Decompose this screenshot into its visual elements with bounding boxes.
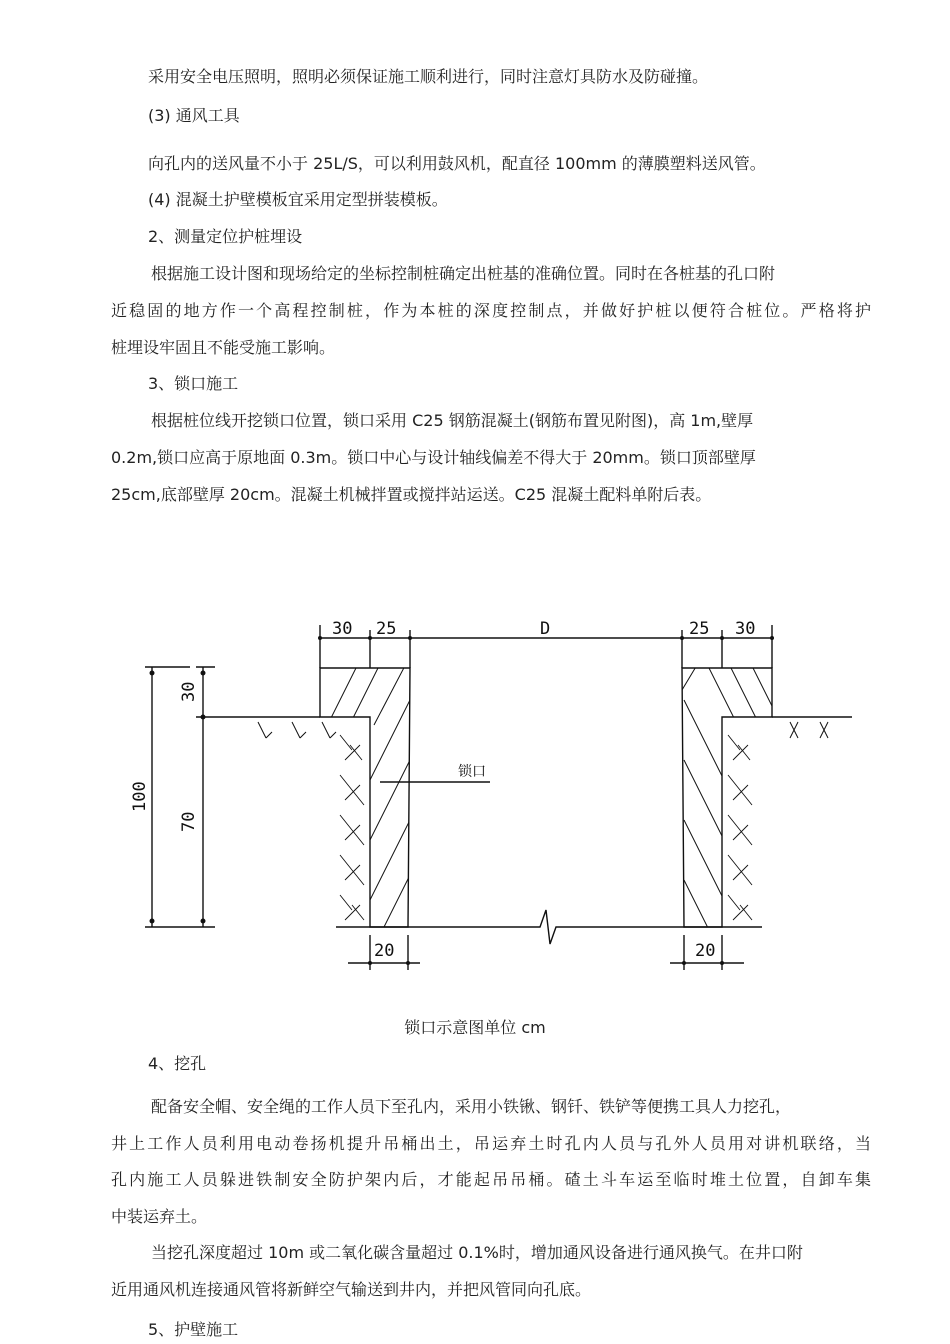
- right-collar: [682, 668, 772, 927]
- paragraph-excavation-1: 配备安全帽、安全绳的工作人员下至孔内，采用小铁锹、钢钎、铁铲等便携工具人力挖孔，: [151, 1097, 792, 1116]
- paragraph-survey-3: 桩埋设牢固且不能受施工影响。: [111, 338, 336, 357]
- heading-ventilation: (3) 通风工具: [148, 106, 240, 125]
- paragraph-lighting: 采用安全电压照明，照明必须保证施工顺利进行，同时注意灯具防水及防碰撞。: [148, 67, 709, 86]
- dim-v-30: 30: [179, 681, 199, 702]
- paragraph-airflow: 向孔内的送风量不小于 25L/S，可以利用鼓风机，配直径 100mm 的薄膜塑料送风管。: [148, 154, 766, 173]
- dim-top-left-30: 30: [332, 619, 353, 639]
- paragraph-lock-1: 根据桩位线开挖锁口位置，锁口采用 C25 钢筋混凝土(钢筋布置见附图)，高 1m,壁厚: [151, 411, 754, 430]
- heading-lock: 3、锁口施工: [148, 374, 239, 393]
- dim-v-100: 100: [130, 781, 150, 812]
- paragraph-excavation-2: 井上工作人员利用电动卷扬机提升吊桶出土，吊运弃土时孔内人员与孔外人员用对讲机联络，当: [111, 1134, 871, 1153]
- heading-wall-construction: 5、护壁施工: [148, 1320, 239, 1339]
- paragraph-ventilation-2: 近用通风机连接通风管将新鲜空气输送到井内，并把风管同向孔底。: [111, 1280, 592, 1299]
- dim-top-d: D: [540, 619, 551, 639]
- paragraph-excavation-3: 孔内施工人员躲进铁制安全防护架内后，才能起吊吊桶。碴土斗车运至临时堆土位置，自卸车集: [111, 1170, 871, 1189]
- bottom-break-line: [336, 910, 762, 944]
- heading-formwork: (4) 混凝土护壁模板宜采用定型拼装模板。: [148, 190, 448, 209]
- paragraph-lock-2: 0.2m,锁口应高于原地面 0.3m。锁口中心与设计轴线偏差不得大于 20mm。锁口顶部壁厚: [111, 448, 756, 467]
- paragraph-lock-3: 25cm,底部壁厚 20cm。混凝土机械拌置或搅拌站运送。C25 混凝土配料单附后表。: [111, 485, 712, 504]
- paragraph-excavation-4: 中装运弃土。: [111, 1207, 208, 1226]
- figure-caption: 锁口示意图单位 cm: [404, 1018, 546, 1037]
- dim-bottom-left-20: 20: [374, 941, 395, 961]
- paragraph-ventilation-1: 当挖孔深度超过 10m 或二氧化碳含量超过 0.1%时，增加通风设备进行通风换气。在井口附: [151, 1243, 803, 1262]
- dim-top-right-25: 25: [689, 619, 710, 639]
- left-collar: [320, 668, 410, 927]
- lock-label: 锁口: [458, 764, 486, 780]
- dim-v-70: 70: [179, 811, 199, 832]
- heading-excavation: 4、挖孔: [148, 1054, 207, 1073]
- paragraph-survey-2: 近稳固的地方作一个高程控制桩，作为本桩的深度控制点，并做好护桩以便符合桩位。严格将护: [111, 301, 871, 320]
- dim-top-right-30: 30: [735, 619, 756, 639]
- paragraph-survey-1: 根据施工设计图和现场给定的坐标控制桩确定出桩基的准确位置。同时在各桩基的孔口附: [151, 264, 776, 283]
- heading-survey: 2、测量定位护桩埋设: [148, 227, 303, 246]
- dim-bottom-right-20: 20: [695, 941, 716, 961]
- dim-top-left-25: 25: [376, 619, 397, 639]
